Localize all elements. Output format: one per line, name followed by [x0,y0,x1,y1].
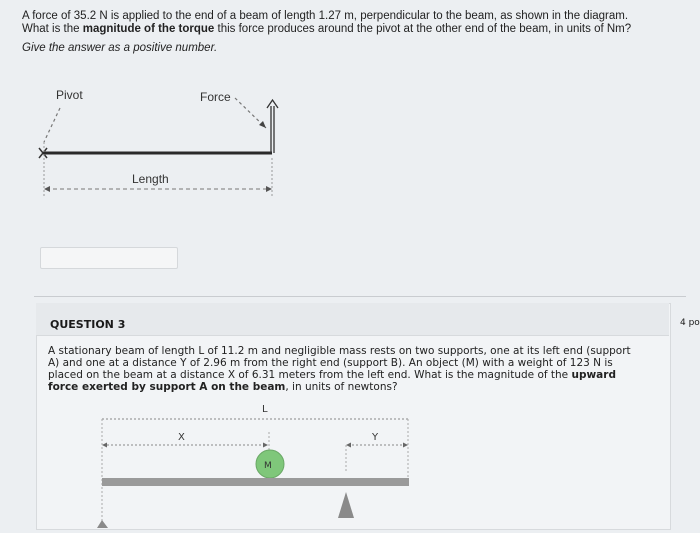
y-label: Y [372,432,379,443]
y-arrow-right [403,443,408,448]
torque-diagram [22,84,302,214]
answer-input[interactable] [40,247,178,269]
beam-support-drawing [92,400,422,528]
question-3-title: QUESTION 3 [50,318,126,331]
l-label: L [262,404,268,415]
question-3-header [36,303,669,336]
pivot-label: Pivot [56,88,83,102]
force-label: Force [200,90,231,104]
length-arrow-right [266,186,272,192]
beam-support-diagram [92,400,422,528]
beam-3 [102,478,409,486]
torque-diagram-drawing [22,84,302,214]
question-3-text: A stationary beam of length L of 11.2 m and negligible mass rests on two supports, one at its left end (support A) and one at a distance Y of 2.96 m from the right end (support B). An object (M) with a weight of 123 N is placed on the beam at a distance X of 6.31 meters from the left end. What is the magnitude of the upward force exerted by support A on the beam, in units of newtons? [48,345,631,393]
length-arrow-left [44,186,50,192]
force-pointer-arrowhead [259,121,266,128]
x-label: X [178,432,185,443]
mass-label: M [264,461,272,471]
question-2-text: A force of 35.2 N is applied to the end of a beam of length 1.27 m, perpendicular to the beam, as shown in the diagram. What is the magnitude of the torque this force produces around the pivot at the other end of the beam, in units of Nm? [22,10,632,35]
length-label: Length [132,172,169,186]
support-b [338,492,354,518]
x-arrow-left [102,443,107,448]
question-divider [34,296,686,297]
force-arrow-head [267,100,278,108]
question-2-block [12,10,652,54]
y-arrow-left [346,443,351,448]
support-a [97,520,108,528]
question-2-hint: Give the answer as a positive number. [22,42,218,54]
points-label: 4 po [680,318,700,328]
x-arrow-right [263,443,268,448]
pivot-pointer-line [44,108,60,142]
